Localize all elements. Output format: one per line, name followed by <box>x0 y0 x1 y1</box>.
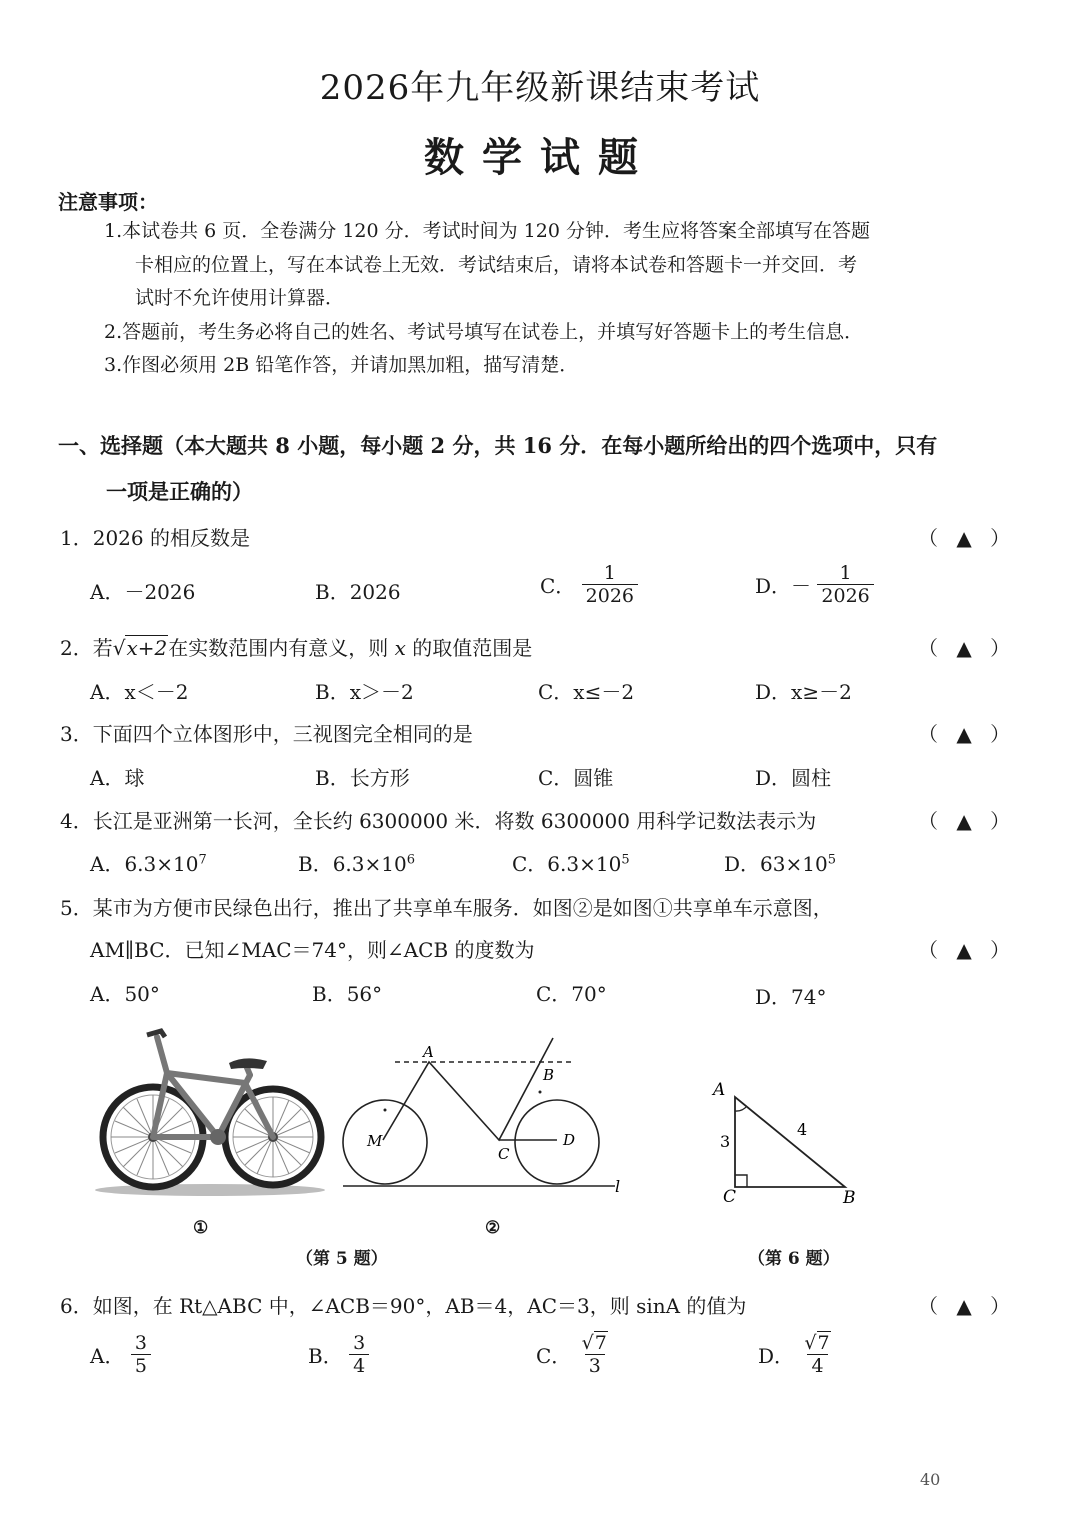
page-number: 40 <box>920 1470 941 1489</box>
q6-c-fraction <box>578 1332 612 1377</box>
q3-option-c: C．圆锥 <box>538 766 614 790</box>
q6-c-radicand: 7 <box>594 1332 607 1354</box>
subject-title: 数学试题 <box>424 134 656 181</box>
ground-shadow <box>95 1184 325 1196</box>
q2-answer-mark: （ ▲ ） <box>918 636 1017 660</box>
saddle <box>229 1058 267 1069</box>
q2-option-d: D．x≥－2 <box>755 680 852 704</box>
q6-a-denominator: 5 <box>131 1354 151 1377</box>
q6-option-c <box>536 1332 612 1377</box>
q2-stem-pre: 2．若 <box>60 636 113 660</box>
q6-option-b <box>308 1332 369 1377</box>
q5-option-d: D．74° <box>755 985 827 1009</box>
tri-point-a-label: A <box>713 1080 726 1100</box>
point-d-label: D <box>563 1131 576 1149</box>
q6-c-label: C． <box>536 1344 572 1368</box>
q6-c-numerator-wrap <box>578 1332 612 1354</box>
q2-variable: x <box>394 636 406 660</box>
q4-b-base: B．6.3×10 <box>298 852 407 876</box>
q1-option-d-label: D．－ <box>755 574 812 598</box>
q3-stem: 3．下面四个立体图形中，三视图完全相同的是 <box>60 722 473 746</box>
triangle-figure <box>705 1075 865 1210</box>
frame-lines <box>383 1038 553 1140</box>
q6-b-label: B． <box>308 1344 343 1368</box>
rear-wheel-circle <box>343 1100 427 1184</box>
q5-option-c: C．70° <box>536 982 607 1006</box>
q5-answer-mark: （ ▲ ） <box>918 938 1017 962</box>
q6-d-numerator-wrap <box>800 1332 834 1354</box>
q6-stem: 6．如图，在 Rt△ABC 中，∠ACB＝90°，AB＝4，AC＝3，则 sinA 的值为 <box>60 1294 747 1318</box>
q2-stem-post: 在实数范围内有意义，则 <box>168 636 389 660</box>
q6-d-fraction <box>800 1332 834 1377</box>
q4-d-exponent: 5 <box>827 852 836 868</box>
side-ac-length: 3 <box>720 1132 731 1151</box>
q3-option-d: D．圆柱 <box>755 766 832 790</box>
point-a-label: A <box>423 1043 434 1061</box>
q1-d-numerator: 1 <box>839 562 852 584</box>
fig2-label: ② <box>485 1218 501 1238</box>
q1-d-denominator: 2026 <box>817 584 873 607</box>
q6-d-label: D． <box>758 1344 795 1368</box>
sqrt-icon: √ <box>581 1332 594 1354</box>
triangle-abc <box>735 1097 845 1187</box>
pedal-crank <box>210 1129 226 1145</box>
q5-stem-line-2: AM∥BC．已知∠MAC＝74°，则∠ACB 的度数为 <box>90 938 535 962</box>
q4-b-exponent: 6 <box>406 852 415 868</box>
point-m-label: M <box>367 1132 383 1150</box>
q5-option-a: A．50° <box>90 982 160 1006</box>
notice-line-2: 卡相应的位置上，写在本试卷上无效．考试结束后，请将本试卷和答题卡一并交回．考 <box>135 254 858 276</box>
q1-option-a: A．－2026 <box>90 580 196 604</box>
angle-a-arc <box>735 1106 747 1111</box>
fig1-label: ① <box>193 1218 209 1238</box>
q3-option-a: A．球 <box>90 766 145 790</box>
q1-answer-mark: （ ▲ ） <box>918 526 1017 550</box>
q4-a-exponent: 7 <box>198 852 207 868</box>
q4-stem: 4．长江是亚洲第一长河，全长约 6300000 米．将数 6300000 用科学记数法表示为 <box>60 809 817 833</box>
sqrt-icon: √ <box>112 636 126 660</box>
sqrt-icon: √ <box>804 1332 817 1354</box>
q6-a-label: A． <box>90 1344 125 1368</box>
section-heading-cont: 一项是正确的） <box>106 479 253 504</box>
point-c-label: C <box>498 1145 510 1163</box>
tri-point-b-label: B <box>843 1188 856 1208</box>
q1-option-c <box>540 562 638 607</box>
q4-d-base: D．63×10 <box>724 852 828 876</box>
q5-option-b: B．56° <box>312 982 383 1006</box>
q1-option-d <box>755 562 874 607</box>
bicycle-schematic-figure <box>335 1030 630 1200</box>
q5-stem-line-1: 5．某市为方便市民绿色出行，推出了共享单车服务．如图②是如图①共享单车示意图， <box>60 896 833 920</box>
q6-option-a <box>90 1332 151 1377</box>
tri-point-c-label: C <box>723 1187 737 1207</box>
q6-c-denominator: 3 <box>585 1354 605 1377</box>
q4-option-c <box>512 848 630 877</box>
exam-title: 2026年九年级新课结束考试 <box>319 68 761 108</box>
line-l-label: l <box>615 1177 621 1196</box>
q6-option-d <box>758 1332 835 1377</box>
q2-stem <box>60 632 532 661</box>
q6-d-radicand: 7 <box>817 1332 830 1354</box>
notice-line-3: 试时不允许使用计算器． <box>135 287 345 309</box>
q4-option-b <box>298 848 415 877</box>
q4-option-d <box>724 848 836 877</box>
point-b-label: B <box>543 1066 555 1084</box>
q3-answer-mark: （ ▲ ） <box>918 722 1017 746</box>
q6-figure-caption: （第 6 题） <box>748 1249 840 1269</box>
q5-figure-caption: （第 5 题） <box>296 1249 388 1269</box>
q4-c-base: C．6.3×10 <box>512 852 622 876</box>
q1-option-d-fraction <box>817 562 873 607</box>
notice-heading: 注意事项： <box>58 190 158 214</box>
q1-option-c-label: C． <box>540 574 576 598</box>
notice-line-4: 2.答题前，考生务必将自己的姓名、考试号填写在试卷上，并填写好答题卡上的考生信息． <box>104 321 864 343</box>
q2-stem-end: 的取值范围是 <box>412 636 533 660</box>
q6-a-fraction <box>131 1332 151 1377</box>
q1-stem: 1．2026 的相反数是 <box>60 526 250 550</box>
q2-radicand: x+2 <box>126 636 168 660</box>
q1-c-denominator: 2026 <box>582 584 638 607</box>
q1-c-numerator: 1 <box>603 562 616 584</box>
q6-b-denominator: 4 <box>349 1354 369 1377</box>
q6-d-denominator: 4 <box>807 1354 827 1377</box>
section-heading: 一、选择题（本大题共 8 小题，每小题 2 分，共 16 分．在每小题所给出的四个选项中，只有 <box>58 433 938 458</box>
q3-option-b: B．长方形 <box>315 766 410 790</box>
q2-option-b: B．x＞－2 <box>315 680 414 704</box>
q6-a-numerator: 3 <box>134 1332 147 1354</box>
q6-answer-mark: （ ▲ ） <box>918 1294 1017 1318</box>
bicycle-figure <box>95 1025 330 1200</box>
notice-line-5: 3.作图必须用 2B 铅笔作答，并请加黑加粗，描写清楚． <box>104 354 579 376</box>
q1-option-c-fraction <box>582 562 638 607</box>
q4-option-a <box>90 848 207 877</box>
front-wheel-circle <box>515 1100 599 1184</box>
q2-option-c: C．x≤－2 <box>538 680 635 704</box>
q4-a-base: A．6.3×10 <box>90 852 199 876</box>
q1-option-b: B．2026 <box>315 580 401 604</box>
side-ab-length: 4 <box>797 1120 808 1139</box>
q4-answer-mark: （ ▲ ） <box>918 809 1017 833</box>
notice-line-1: 1.本试卷共 6 页．全卷满分 120 分．考试时间为 120 分钟．考生应将答案全部填写在答题 <box>104 220 870 242</box>
right-angle-mark <box>735 1175 747 1187</box>
q6-b-fraction <box>349 1332 369 1377</box>
q2-option-a: A．x＜－2 <box>90 680 189 704</box>
q6-b-numerator: 3 <box>353 1332 366 1354</box>
q4-c-exponent: 5 <box>621 852 630 868</box>
